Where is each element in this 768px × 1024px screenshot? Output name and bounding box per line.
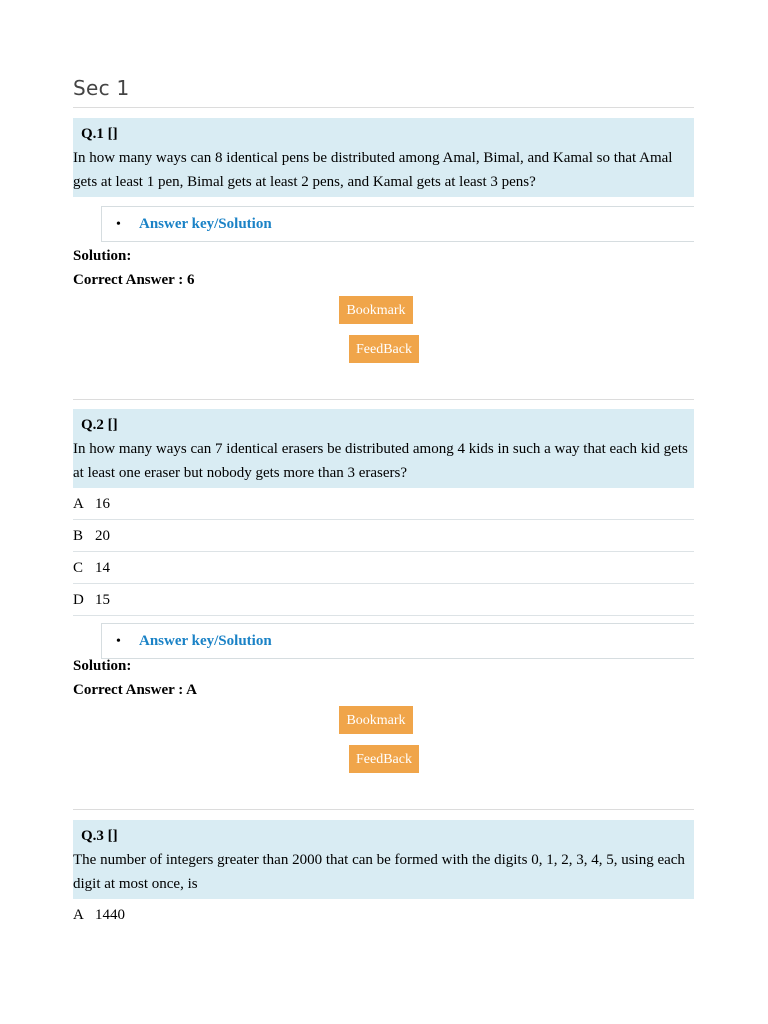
option-b[interactable] [73,521,694,552]
option-letter: D [73,592,84,608]
bullet-icon: • [116,634,121,649]
divider [73,399,694,400]
answer-key-link[interactable]: Answer key/Solution [139,216,272,232]
divider [73,809,694,810]
correct-answer: Correct Answer : 6 [73,272,195,288]
option-letter: B [73,528,84,544]
option-letter: A [73,907,84,923]
question-text: The number of integers greater than 2000 that can be formed with the digits 0, 1, 2, 3, 4, 5, using each digit at most once, is [73,852,685,892]
answer-key-toggle[interactable] [101,623,694,659]
option-letter: A [73,496,84,512]
bullet-icon: • [116,217,121,232]
question-3-box [73,820,694,899]
option-letter: C [73,560,84,576]
option-a[interactable] [73,900,694,931]
bookmark-button[interactable]: Bookmark [339,706,413,734]
question-2-box [73,409,694,488]
question-number: Q.2 [] [81,417,118,433]
question-number: Q.3 [] [81,828,118,844]
option-value: 15 [95,592,110,608]
option-a[interactable] [73,489,694,520]
question-text: In how many ways can 8 identical pens be distributed among Amal, Bimal, and Kamal so that Amal gets at least 1 pen, Bimal gets at least 2 pens, and Kamal gets at least 3 pens? [73,150,673,190]
option-c[interactable] [73,553,694,584]
question-number: Q.1 [] [81,126,118,142]
correct-answer: Correct Answer : A [73,682,197,698]
feedback-button[interactable]: FeedBack [349,335,419,363]
option-value: 20 [95,528,110,544]
question-text: In how many ways can 7 identical erasers be distributed among 4 kids in such a way that each kid gets at least one eraser but nobody gets more than 3 erasers? [73,441,688,481]
bookmark-button[interactable]: Bookmark [339,296,413,324]
option-value: 14 [95,560,110,576]
solution-label: Solution: [73,658,132,674]
section-title: Sec 1 [73,76,130,100]
answer-key-link[interactable]: Answer key/Solution [139,633,272,649]
option-d[interactable] [73,585,694,616]
divider [73,107,694,108]
solution-label: Solution: [73,248,132,264]
option-value: 16 [95,496,110,512]
answer-key-toggle[interactable] [101,206,694,242]
option-value: 1440 [95,907,125,923]
feedback-button[interactable]: FeedBack [349,745,419,773]
question-1-box [73,118,694,197]
